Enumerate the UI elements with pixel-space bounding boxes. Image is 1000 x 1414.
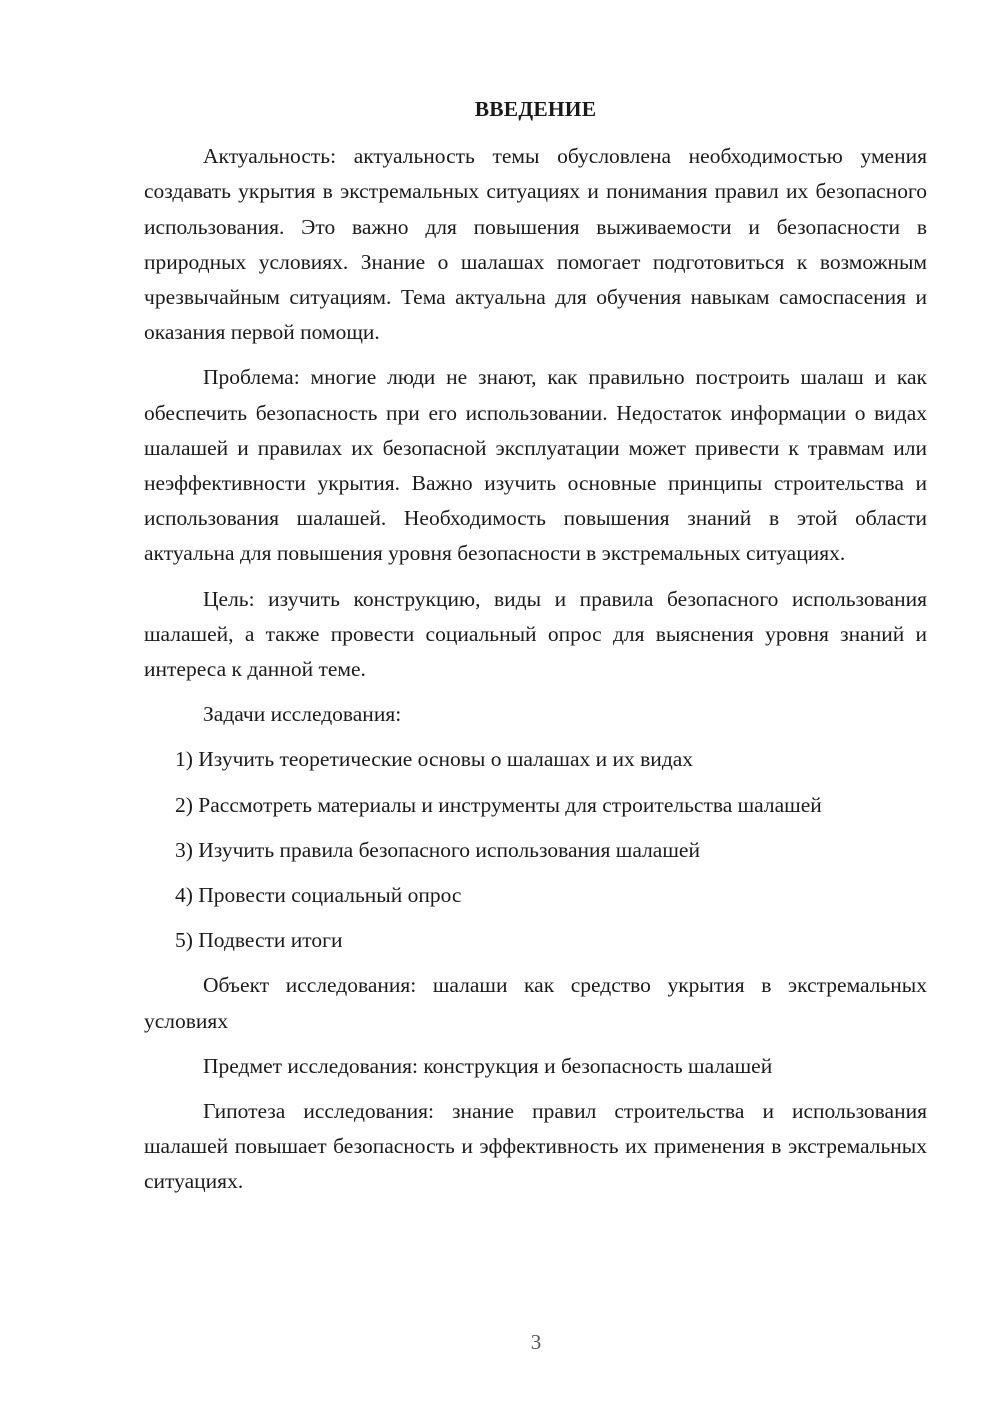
task-item-5: 5) Подвести итоги (175, 928, 343, 953)
hypothesis-paragraph: Гипотеза исследования: знание правил строительства и использования шалашей повышает безопасность и эффективность их применения в экстремальных ситуациях. (144, 1099, 927, 1194)
goal-paragraph: Цель: изучить конструкцию, виды и правила безопасного использования шалашей, а также провести социальный опрос для выяснения уровня знаний и интереса к данной теме. (144, 586, 927, 682)
task-item-3: 3) Изучить правила безопасного использования шалашей (175, 837, 700, 862)
task-item-4: 4) Провести социальный опрос (175, 883, 462, 908)
task-item-2: 2) Рассмотреть материалы и инструменты для строительства шалашей (175, 792, 822, 817)
page-number: 3 (530, 1330, 542, 1354)
relevance-paragraph: Актуальность: актуальность темы обусловлена необходимостью умения создавать укрытия в экстремальных ситуациях и понимания правил их безопасного использования. Это важно для повышения выживаемости и безопасности в природных условиях. Знание о шалашах помогает подготовиться к возможным чрезвычайным ситуациям. Тема актуальна для обучения навыкам самоспасения и оказания первой помощи. (144, 144, 927, 345)
document-page (144, 92, 927, 1200)
section-title: ВВЕДЕНИЕ (474, 97, 597, 121)
subject-paragraph: Предмет исследования: конструкция и безопасность шалашей (203, 1053, 773, 1078)
task-list (144, 742, 927, 958)
tasks-heading: Задачи исследования: (203, 702, 402, 727)
object-paragraph: Объект исследования: шалаши как средство укрытия в экстремальных условиях (144, 973, 927, 1033)
problem-paragraph: Проблема: многие люди не знают, как правильно построить шалаш и как обеспечить безопасность при его использовании. Недостаток информации о видах шалашей и правилах их безопасной эксплуатации может привести к травмам или неэффективности укрытия. Важно изучить основные принципы строительства и использования шалашей. Необходимость повышения знаний в этой области актуальна для повышения уровня безопасности в экстремальных ситуациях. (144, 365, 927, 566)
task-item-1: 1) Изучить теоретические основы о шалашах и их видах (175, 747, 694, 772)
